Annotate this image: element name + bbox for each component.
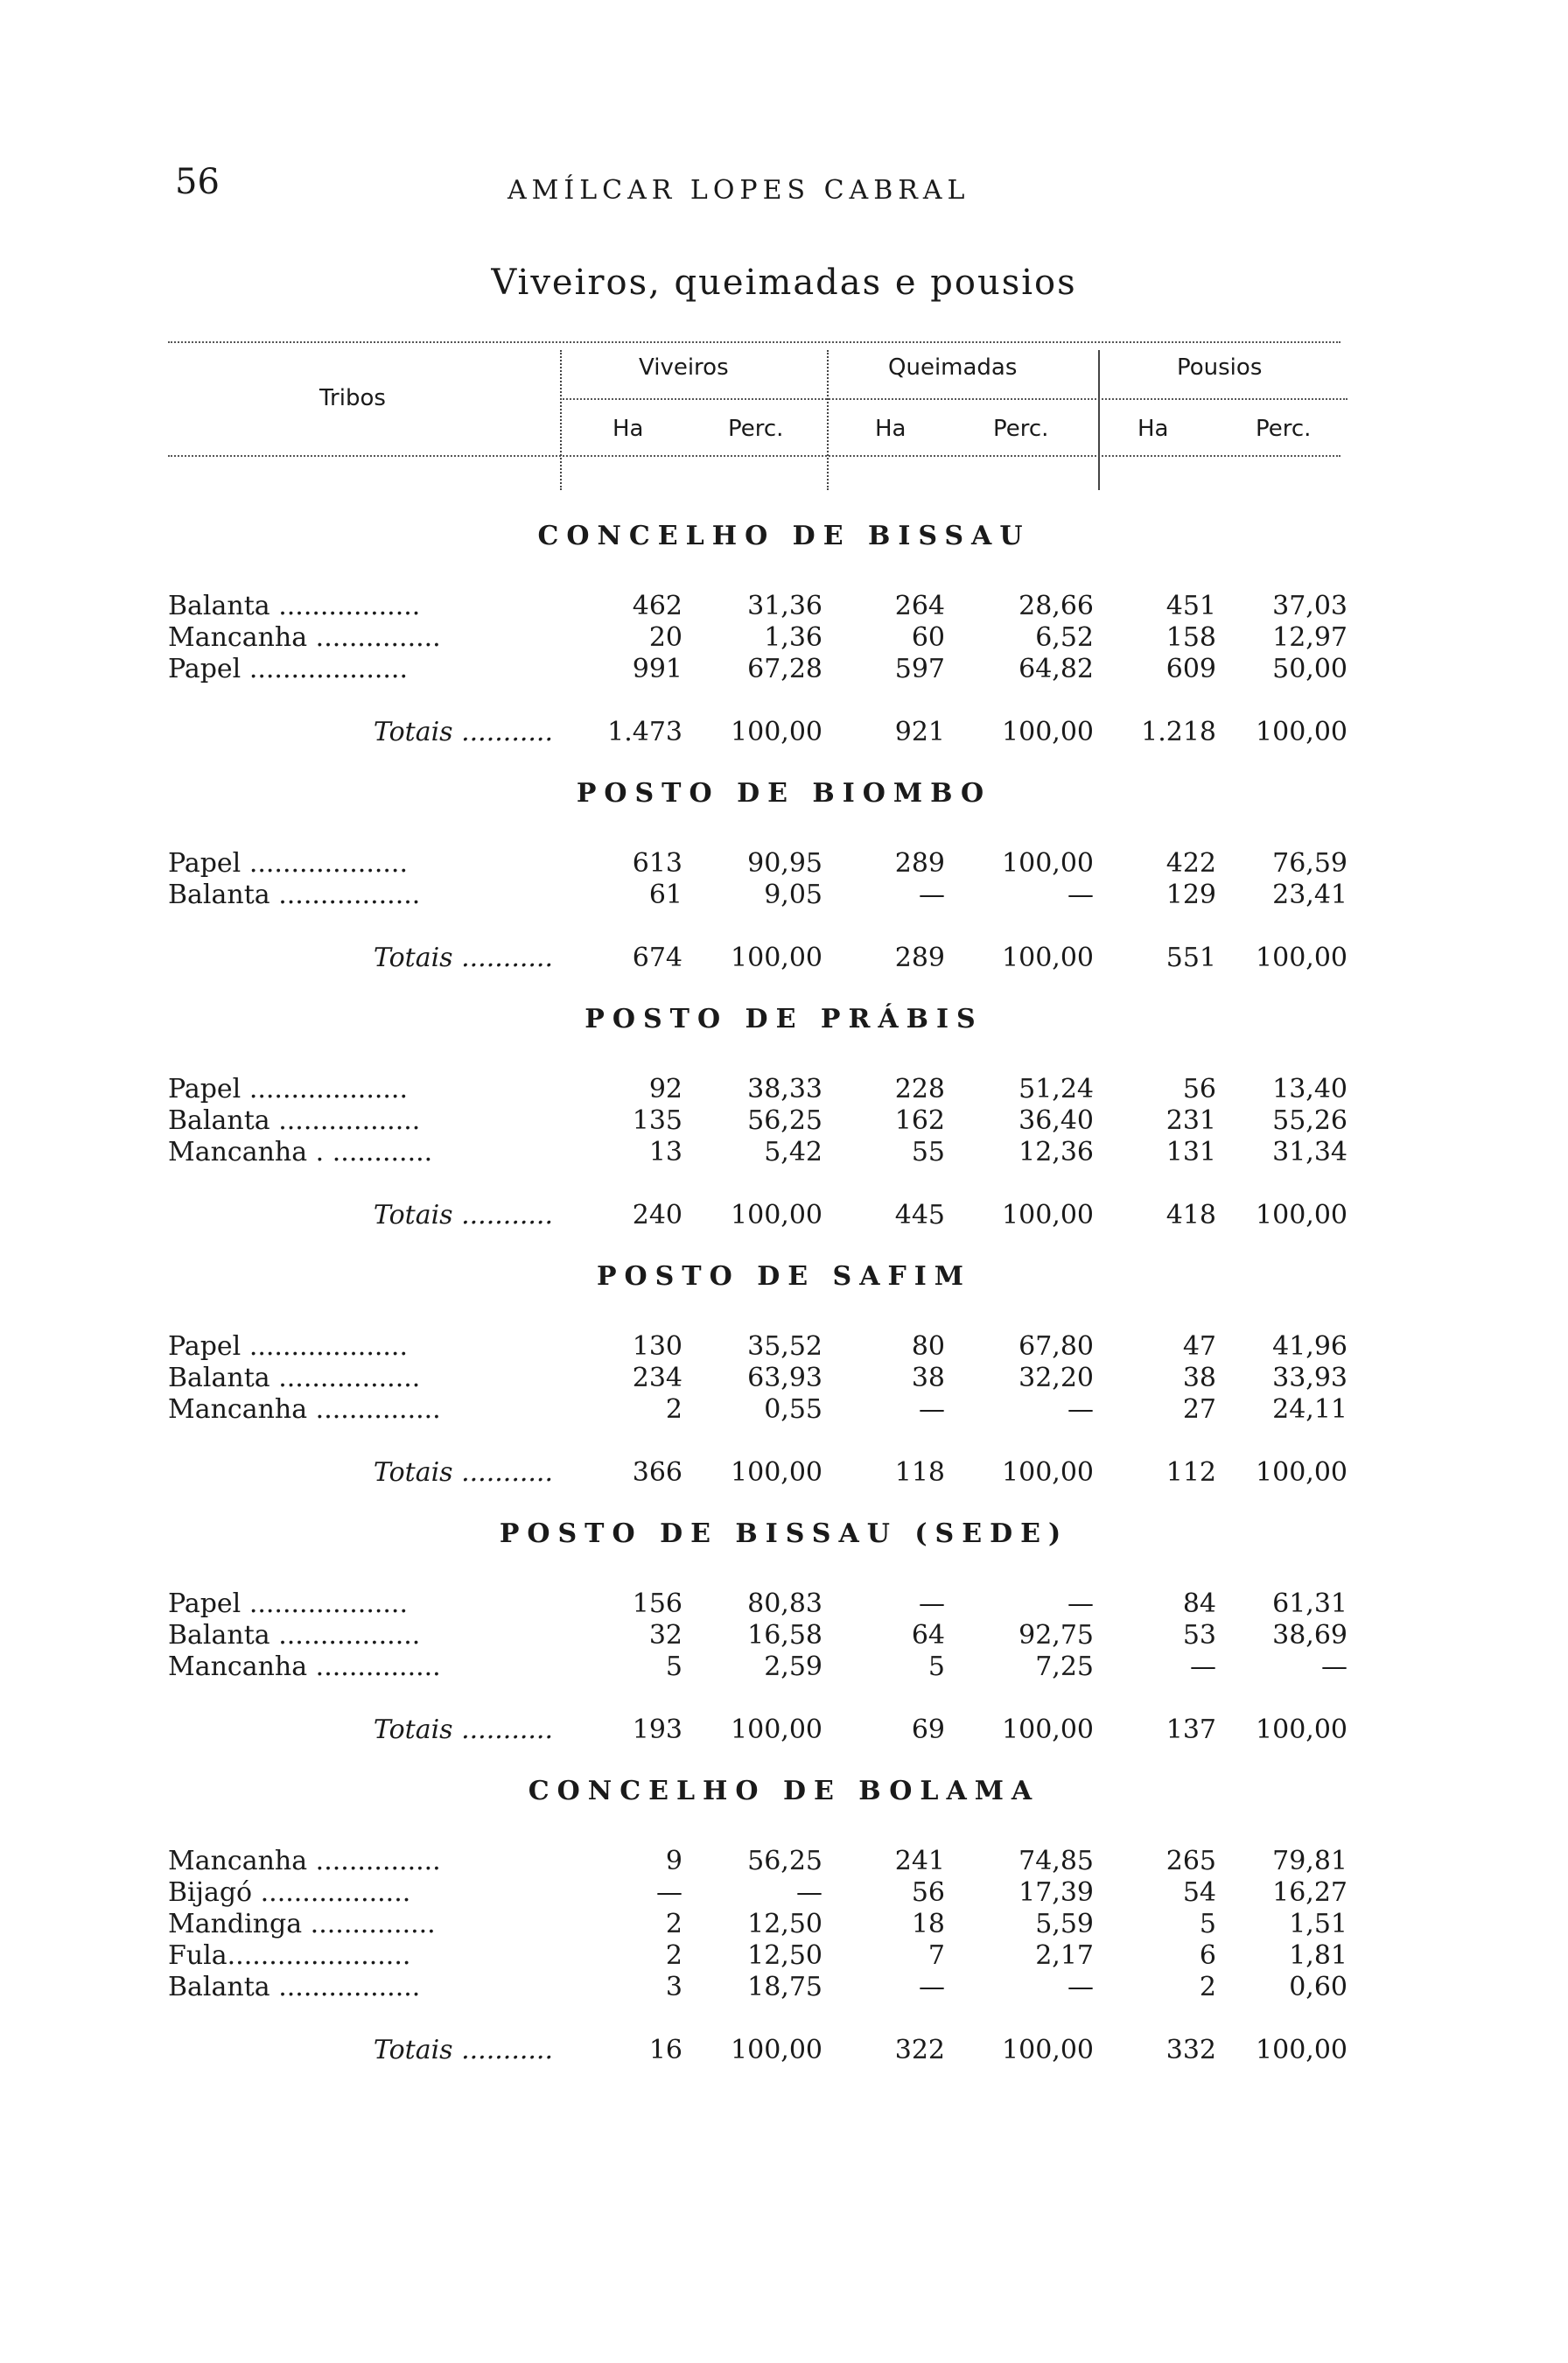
total-cell: 674 [632,943,682,973]
table-cell: 135 [632,1105,682,1136]
header-group-viveiros: Viveiros [639,354,729,381]
table-cell: — [919,1394,945,1425]
table-cell: 38 [911,1363,945,1393]
total-cell: 100,00 [731,2035,822,2065]
table-cell: 35,52 [747,1331,822,1362]
table-cell: 20 [648,622,682,653]
table-cell: 36,40 [1018,1105,1094,1136]
table-cell: 51,24 [1018,1074,1094,1104]
table-cell: 422 [1166,848,1216,879]
section-title: POSTO DE BIOMBO [576,778,992,809]
total-cell: 16 [648,2035,682,2065]
total-cell: 332 [1166,2035,1216,2065]
table-row [0,1105,1568,1137]
total-cell: 100,00 [1256,1457,1348,1488]
total-cell: 100,00 [1256,1200,1348,1231]
table-cell: 5 [665,1651,682,1682]
table-cell: 5,42 [764,1137,822,1167]
table-cell: 5 [1199,1909,1216,1939]
page-number: 56 [175,162,220,202]
section-title: POSTO DE SAFIM [596,1261,972,1292]
table-cell: 55,26 [1272,1105,1348,1136]
table-cell: 7 [928,1940,945,1971]
table-cell: 61 [648,880,682,910]
table-row [0,1972,1568,2003]
total-cell: 69 [911,1714,945,1745]
table-cell: 3 [665,1972,682,2002]
total-cell: 100,00 [1256,717,1348,747]
total-cell: 100,00 [731,1200,822,1231]
table-cell: 12,50 [747,1909,822,1939]
table-total-row [0,1200,1568,1231]
table-cell: 31,36 [747,591,822,621]
header-sub-ha-3: Ha [1138,416,1169,442]
table-cell: 79,81 [1272,1846,1348,1876]
total-cell: 100,00 [1002,717,1094,747]
total-label: Totais ........... [373,943,553,973]
total-cell: 418 [1166,1200,1216,1231]
table-row [0,1363,1568,1394]
table-cell: 131 [1166,1137,1216,1167]
tribe-name: Balanta ................. [168,1620,421,1651]
header-mid-rule [560,398,1348,400]
table-cell: 56,25 [747,1846,822,1876]
table-row [0,591,1568,622]
table-cell: 24,11 [1272,1394,1348,1425]
header-sub-ha-2: Ha [875,416,906,442]
table-cell: 18,75 [747,1972,822,2002]
table-cell: 56,25 [747,1105,822,1136]
total-cell: 240 [632,1200,682,1231]
header-divider [827,350,829,490]
table-cell: 16,58 [747,1620,822,1651]
total-cell: 193 [632,1714,682,1745]
table-cell: 462 [632,591,682,621]
table-cell: 92,75 [1018,1620,1094,1651]
header-divider [560,350,562,490]
tribe-name: Mancanha ............... [168,1651,441,1682]
table-cell: 5 [928,1651,945,1682]
header-sub-ha-1: Ha [612,416,644,442]
table-cell: 1,36 [764,622,822,653]
header-sub-perc-1: Perc. [728,416,784,442]
table-cell: — [1068,1588,1094,1619]
table-cell: 0,60 [1289,1972,1348,2002]
table-cell: — [919,1588,945,1619]
table-cell: 7,25 [1035,1651,1094,1682]
table-cell: 50,00 [1272,654,1348,684]
table-cell: 80 [911,1331,945,1362]
table-cell: 37,03 [1272,591,1348,621]
table-title: Viveiros, queimadas e pousios [491,263,1077,303]
table-row [0,1074,1568,1105]
tribe-name: Balanta ................. [168,1105,421,1136]
table-cell: 2 [665,1909,682,1939]
tribe-name: Mancanha ............... [168,1846,441,1876]
table-total-row [0,717,1568,748]
table-cell: 1,51 [1289,1909,1348,1939]
table-cell: 23,41 [1272,880,1348,910]
table-cell: 6 [1199,1940,1216,1971]
table-cell: 55 [911,1137,945,1167]
total-cell: 100,00 [1256,1714,1348,1745]
total-cell: 1.473 [607,717,682,747]
table-cell: 156 [632,1588,682,1619]
table-row [0,1394,1568,1426]
total-cell: 100,00 [1002,1714,1094,1745]
table-row [0,1620,1568,1651]
tribe-name: Bijagó .................. [168,1877,411,1908]
table-total-row [0,1714,1568,1746]
table-cell: 16,27 [1272,1877,1348,1908]
table-cell: 234 [632,1363,682,1393]
table-cell: 13 [648,1137,682,1167]
tribe-name: Papel ................... [168,1588,408,1619]
table-cell: 9 [665,1846,682,1876]
table-row [0,1331,1568,1363]
table-cell: 67,80 [1018,1331,1094,1362]
table-cell: 47 [1182,1331,1216,1362]
table-cell: 63,93 [747,1363,822,1393]
table-cell: 38,33 [747,1074,822,1104]
table-cell: 12,50 [747,1940,822,1971]
table-row [0,1846,1568,1877]
total-cell: 289 [894,943,945,973]
table-row [0,1651,1568,1683]
table-cell: 64 [911,1620,945,1651]
total-cell: 921 [894,717,945,747]
table-cell: 38 [1182,1363,1216,1393]
table-cell: — [1068,880,1094,910]
table-cell: 162 [894,1105,945,1136]
table-row [0,1137,1568,1168]
section-title: POSTO DE PRÁBIS [584,1004,984,1034]
table-row [0,880,1568,911]
header-group-pousios: Pousios [1177,354,1263,381]
table-cell: — [1321,1651,1348,1682]
total-cell: 100,00 [1002,2035,1094,2065]
header-top-rule [168,341,1340,343]
table-row [0,848,1568,880]
total-label: Totais ........... [373,717,553,747]
tribe-name: Balanta ................. [168,880,421,910]
tribe-name: Balanta ................. [168,1363,421,1393]
table-cell: — [1068,1972,1094,2002]
table-cell: 12,97 [1272,622,1348,653]
table-cell: 5,59 [1035,1909,1094,1939]
table-cell: 2 [665,1940,682,1971]
table-cell: 241 [894,1846,945,1876]
table-total-row [0,1457,1568,1489]
total-cell: 100,00 [731,717,822,747]
table-cell: 32 [648,1620,682,1651]
table-row [0,1909,1568,1940]
table-cell: 265 [1166,1846,1216,1876]
table-cell: — [656,1877,682,1908]
total-cell: 100,00 [1256,943,1348,973]
table-cell: 53 [1182,1620,1216,1651]
table-cell: 613 [632,848,682,879]
table-cell: 61,31 [1272,1588,1348,1619]
total-cell: 445 [894,1200,945,1231]
total-cell: 100,00 [731,943,822,973]
table-cell: 74,85 [1018,1846,1094,1876]
tribe-name: Papel ................... [168,1074,408,1104]
header-tribos: Tribos [319,385,386,411]
table-cell: 100,00 [1002,848,1094,879]
table-cell: 27 [1182,1394,1216,1425]
total-cell: 137 [1166,1714,1216,1745]
table-row [0,1877,1568,1909]
table-cell: 84 [1182,1588,1216,1619]
table-cell: 18 [911,1909,945,1939]
total-cell: 100,00 [731,1457,822,1488]
table-cell: 33,93 [1272,1363,1348,1393]
tribe-name: Balanta ................. [168,1972,421,2002]
table-cell: 129 [1166,880,1216,910]
table-cell: 9,05 [764,880,822,910]
table-cell: 130 [632,1331,682,1362]
header-sub-perc-3: Perc. [1256,416,1312,442]
table-cell: 1,81 [1289,1940,1348,1971]
table-cell: 38,69 [1272,1620,1348,1651]
table-cell: 2 [1199,1972,1216,2002]
table-cell: 991 [632,654,682,684]
total-cell: 100,00 [1256,2035,1348,2065]
table-cell: 17,39 [1018,1877,1094,1908]
tribe-name: Mandinga ............... [168,1909,436,1939]
total-label: Totais ........... [373,1714,553,1745]
table-row [0,1940,1568,1972]
table-cell: 67,28 [747,654,822,684]
table-cell: 28,66 [1018,591,1094,621]
table-row [0,1588,1568,1620]
table-cell: 289 [894,848,945,879]
header-divider [1098,350,1100,490]
total-label: Totais ........... [373,2035,553,2065]
header-bottom-rule [168,455,1340,457]
section-title: CONCELHO DE BISSAU [537,521,1031,551]
tribe-name: Papel ................... [168,848,408,879]
total-cell: 1.218 [1141,717,1216,747]
table-cell: — [919,880,945,910]
header-group-queimadas: Queimadas [888,354,1018,381]
running-head: AMÍLCAR LOPES CABRAL [508,175,970,206]
tribe-name: Mancanha . ............ [168,1137,433,1167]
table-cell: 32,20 [1018,1363,1094,1393]
tribe-name: Papel ................... [168,1331,408,1362]
total-cell: 100,00 [1002,1200,1094,1231]
table-cell: — [1190,1651,1216,1682]
tribe-name: Mancanha ............... [168,1394,441,1425]
total-cell: 366 [632,1457,682,1488]
table-cell: 92 [648,1074,682,1104]
table-cell: 12,36 [1018,1137,1094,1167]
table-cell: 609 [1166,654,1216,684]
tribe-name: Papel ................... [168,654,408,684]
table-cell: 6,52 [1035,622,1094,653]
table-cell: 41,96 [1272,1331,1348,1362]
total-cell: 551 [1166,943,1216,973]
table-cell: 54 [1182,1877,1216,1908]
table-cell: 56 [1182,1074,1216,1104]
total-cell: 322 [894,2035,945,2065]
table-cell: 231 [1166,1105,1216,1136]
table-cell: — [919,1972,945,2002]
table-cell: 2 [665,1394,682,1425]
table-row [0,622,1568,654]
table-cell: 158 [1166,622,1216,653]
section-title: POSTO DE BISSAU (SEDE) [499,1518,1069,1549]
total-cell: 100,00 [731,1714,822,1745]
header-sub-perc-2: Perc. [993,416,1049,442]
tribe-name: Fula...................... [168,1940,411,1971]
total-cell: 100,00 [1002,1457,1094,1488]
table-cell: 0,55 [764,1394,822,1425]
table-row [0,654,1568,685]
tribe-name: Mancanha ............... [168,622,441,653]
table-cell: 31,34 [1272,1137,1348,1167]
tribe-name: Balanta ................. [168,591,421,621]
table-cell: 80,83 [747,1588,822,1619]
total-cell: 118 [894,1457,945,1488]
table-cell: 64,82 [1018,654,1094,684]
table-total-row [0,943,1568,974]
total-label: Totais ........... [373,1200,553,1231]
table-cell: 2,59 [764,1651,822,1682]
table-cell: 60 [911,622,945,653]
total-cell: 112 [1166,1457,1216,1488]
table-cell: 90,95 [747,848,822,879]
table-cell: 2,17 [1035,1940,1094,1971]
table-cell: 228 [894,1074,945,1104]
total-label: Totais ........... [373,1457,553,1488]
table-cell: 76,59 [1272,848,1348,879]
table-cell: 56 [911,1877,945,1908]
table-cell: — [796,1877,822,1908]
table-cell: 264 [894,591,945,621]
table-cell: — [1068,1394,1094,1425]
table-cell: 451 [1166,591,1216,621]
table-total-row [0,2035,1568,2066]
table-cell: 597 [894,654,945,684]
total-cell: 100,00 [1002,943,1094,973]
table-cell: 13,40 [1272,1074,1348,1104]
section-title: CONCELHO DE BOLAMA [528,1776,1040,1806]
